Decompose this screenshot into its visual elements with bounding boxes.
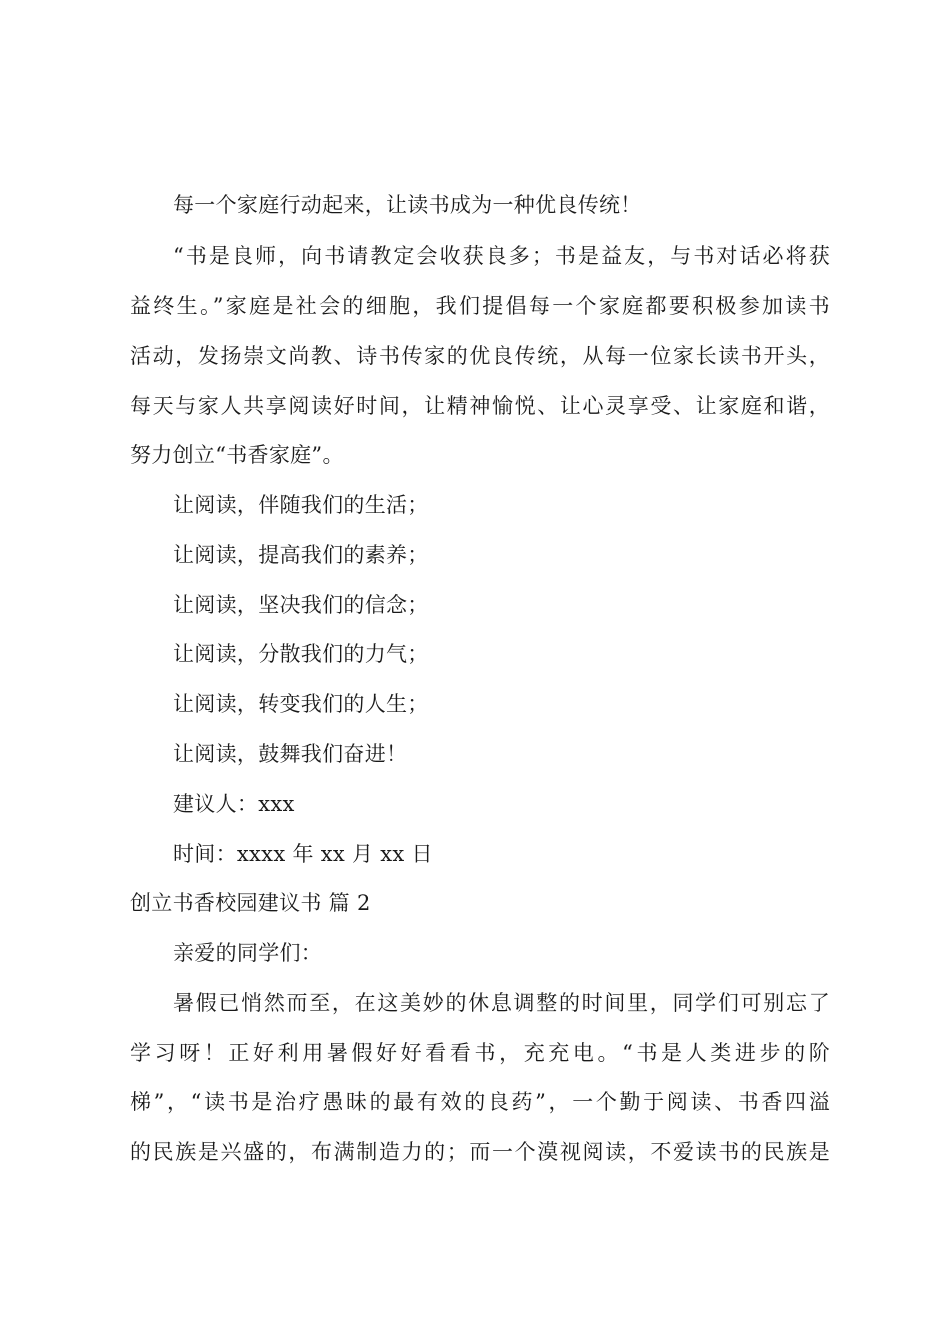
paragraph-line: “书是良师，向书请教定会收获良多；书是益友，与书对话必将获 bbox=[173, 244, 830, 268]
paragraph-line: 努力创立“书香家庭”。 bbox=[130, 443, 344, 467]
paragraph-line: 学习呀！正好利用暑假好好看看书，充充电。“书是人类进步的阶 bbox=[130, 1041, 830, 1065]
slogan-line: 让阅读，提高我们的素养； bbox=[173, 543, 429, 567]
salutation-line: 亲爱的同学们： bbox=[173, 941, 323, 965]
proposer-line: 建议人：xxx bbox=[173, 792, 295, 816]
date-line: 时间：xxxx 年 xx 月 xx 日 bbox=[173, 842, 433, 866]
paragraph-line: 暑假已悄然而至，在这美妙的休息调整的时间里，同学们可别忘了 bbox=[173, 991, 830, 1015]
paragraph-line: 益终生。”家庭是社会的细胞，我们提倡每一个家庭都要积极参加读书 bbox=[130, 294, 830, 318]
paragraph-line: 活动，发扬崇文尚教、诗书传家的优良传统，从每一位家长读书开头， bbox=[130, 344, 830, 368]
paragraph-line: 的民族是兴盛的，布满制造力的；而一个漠视阅读，不爱读书的民族是 bbox=[130, 1140, 830, 1164]
paragraph-line: 每一个家庭行动起来，让读书成为一种优良传统！ bbox=[173, 193, 642, 217]
slogan-line: 让阅读，鼓舞我们奋进！ bbox=[173, 742, 408, 766]
slogan-line: 让阅读，转变我们的人生； bbox=[173, 692, 429, 716]
slogan-line: 让阅读，分散我们的力气； bbox=[173, 642, 429, 666]
paragraph-line: 梯”，“读书是治疗愚昧的最有效的良药”，一个勤于阅读、书香四溢 bbox=[130, 1090, 830, 1114]
slogan-line: 让阅读，坚决我们的信念； bbox=[173, 593, 429, 617]
slogan-line: 让阅读，伴随我们的生活； bbox=[173, 493, 429, 517]
section-heading: 创立书香校园建议书 篇 2 bbox=[130, 891, 371, 915]
paragraph-line: 每天与家人共享阅读好时间，让精神愉悦、让心灵享受、让家庭和谐， bbox=[130, 394, 830, 418]
